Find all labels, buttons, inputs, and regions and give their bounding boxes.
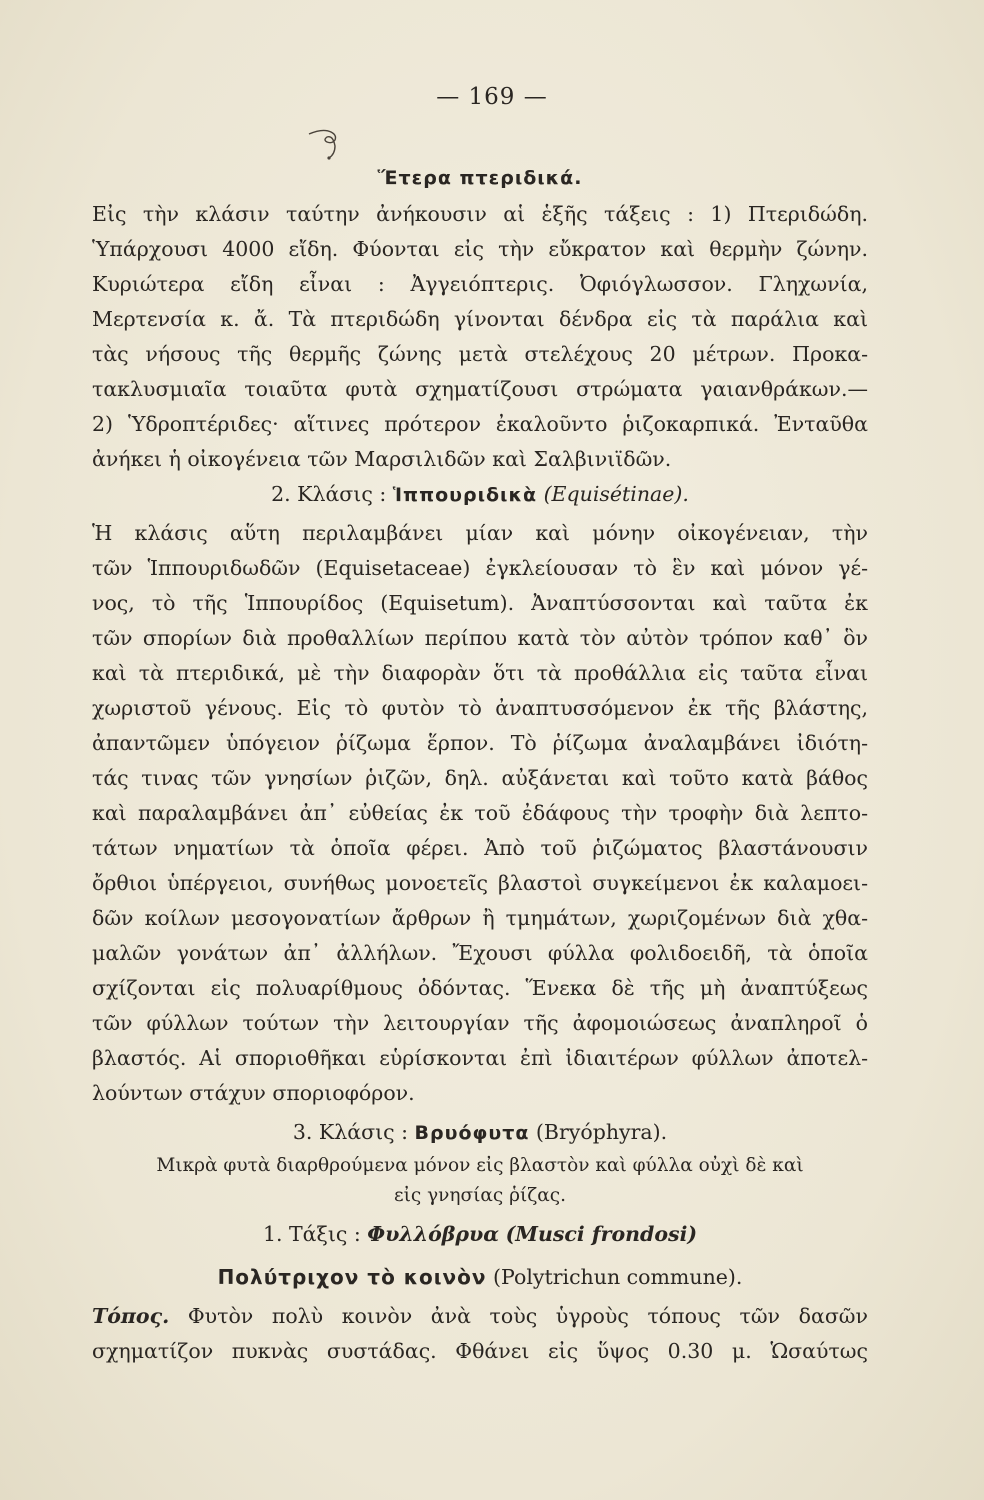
species-name: Πολύτριχον τὸ κοινὸν xyxy=(217,1265,487,1289)
text-line: χωριστοῦ γένους. Εἰς τὸ φυτὸν τὸ ἀναπτυσσόμενον ἐκ τῆς βλάστης, xyxy=(92,696,868,720)
text-line: τῶν φύλλων τούτων τὴν λειτουργίαν τῆς ἀφομοιώσεως ἀναπληροῖ ὁ xyxy=(92,1011,868,1035)
text-line: Κυριώτερα εἴδη εἶναι : Ἀγγειόπτερις. Ὀφιόγλωσσον. Γληχωνία, xyxy=(92,272,868,296)
text-line: τάτων νηματίων τὰ ὁποῖα φέρει. Ἀπὸ τοῦ ῥιζώματος βλαστάνουσιν xyxy=(92,836,868,860)
text-line: ὄρθιοι ὑπέργειοι, συνήθως μονοετεῖς βλαστοὶ συγκείμενοι ἐκ καλαμοει- xyxy=(92,871,868,895)
text-line: ἀπαντῶμεν ὑπόγειον ῥίζωμα ἕρπον. Τὸ ῥίζωμα ἀναλαμβάνει ἰδιότη- xyxy=(92,731,868,755)
class-latin: (Equisétinae). xyxy=(543,482,689,506)
class-description: Μικρὰ φυτὰ διαρθρούμενα μόνον εἰς βλαστὸν καὶ φύλλα οὐχὶ δὲ καὶ xyxy=(156,1155,804,1176)
text-line: 2) Ὑδροπτέριδες· αἵτινες πρότερον ἐκαλοῦντο ῥιζοκαρπικά. Ἐνταῦθα xyxy=(92,412,868,436)
text-line: Εἰς τὴν κλάσιν ταύτην ἀνήκουσιν αἱ ἑξῆς τάξεις : 1) Πτεριδώδη. xyxy=(92,202,868,226)
species-heading xyxy=(92,1255,868,1299)
order-heading xyxy=(92,1211,868,1255)
text-line: σχίζονται εἰς πολυαρίθμους ὀδόντας. Ἕνεκα δὲ τῆς μὴ ἀναπτύξεως xyxy=(92,976,868,1000)
text-line: τακλυσμιαῖα τοιαῦτα φυτὰ σχηματίζουσι στρώματα γαιανθράκων.— xyxy=(92,377,868,401)
class-latin: (Bryóphyra). xyxy=(535,1120,668,1144)
text-line: μαλῶν γονάτων ἀπ᾽ ἀλλήλων. Ἔχουσι φύλλα φολιδοειδῆ, τὰ ὁποῖα xyxy=(92,941,868,965)
text-line: Ὑπάρχουσι 4000 εἴδη. Φύονται εἰς τὴν εὔκρατον καὶ θερμὴν ζώνην. xyxy=(92,237,868,261)
text-line: νος, τὸ τῆς Ἱππουρίδος (Equisetum). Ἀναπτύσσονται καὶ ταῦτα ἐκ xyxy=(92,591,868,615)
class-name: Ἱππουριδικὰ xyxy=(392,484,538,506)
species-latin: (Polytrichun commune). xyxy=(493,1265,743,1289)
text-line: τὰς νήσους τῆς θερμῆς ζώνης μετὰ στελέχους 20 μέτρων. Προκα- xyxy=(92,342,868,366)
page-text xyxy=(92,160,868,1369)
text-line: Μερτενσία κ. ἄ. Τὰ πτεριδώδη γίνονται δένδρα εἰς τὰ παράλια καὶ xyxy=(92,307,868,331)
class-description: εἰς γνησίας ῥίζας. xyxy=(394,1185,566,1206)
order-latin: (Musci frondosi) xyxy=(505,1222,698,1246)
text-line: καὶ τὰ πτεριδικά, μὲ τὴν διαφορὰν ὅτι τὰ προθάλλια εἰς ταῦτα εἶναι xyxy=(92,661,868,685)
flourish-ornament-icon xyxy=(305,126,349,162)
habitat-text: Φυτὸν πολὺ κοινὸν ἀνὰ τοὺς ὑγροὺς τόπους τῶν δασῶν xyxy=(187,1304,868,1328)
page-number: — 169 — xyxy=(436,84,548,110)
class-prefix: 2. Κλάσις : xyxy=(271,482,387,506)
text-line: λούντων στάχυν σποριοφόρον. xyxy=(92,1081,415,1105)
text-line: τῶν Ἱππουριδωδῶν (Equisetaceae) ἐγκλείουσαν τὸ ἓν καὶ μόνον γέ- xyxy=(92,556,868,580)
text-line: καὶ παραλαμβάνει ἀπ᾽ εὐθείας ἐκ τοῦ ἐδάφους τὴν τροφὴν διὰ λεπτο- xyxy=(92,801,868,825)
text-line: ἀνήκει ἡ οἰκογένεια τῶν Μαρσιλιδῶν καὶ Σαλβινιϊδῶν. xyxy=(92,447,672,471)
class-heading-3 xyxy=(92,1111,868,1151)
text-line: βλαστός. Αἱ σποριοθῆκαι εὑρίσκονται ἐπὶ ἰδιαιτέρων φύλλων ἀποτελ- xyxy=(92,1046,868,1070)
class-name: Βρυόφυτα xyxy=(414,1122,530,1144)
text-line: τῶν σπορίων διὰ προθαλλίων περίπου κατὰ τὸν αὐτὸν τρόπον καθ᾽ ὃν xyxy=(92,626,868,650)
class-prefix: 3. Κλάσις : xyxy=(292,1120,409,1144)
text-line: Ἡ κλάσις αὕτη περιλαμβάνει μίαν καὶ μόνην οἰκογένειαν, τὴν xyxy=(92,521,868,545)
text-line: δῶν κοίλων μεσογονατίων ἄρθρων ἢ τμημάτων, χωριζομένων διὰ χθα- xyxy=(92,906,868,930)
habitat-line xyxy=(92,1299,868,1334)
class-heading-2 xyxy=(92,477,868,516)
text-line: σχηματίζον πυκνὰς συστάδας. Φθάνει εἰς ὕψος 0.30 μ. Ὡσαύτως xyxy=(92,1339,868,1363)
section-heading: Ἕτερα πτεριδικά. xyxy=(377,167,583,189)
order-name: Φυλλόβρυα xyxy=(367,1222,500,1246)
text-line: τάς τινας τῶν γνησίων ῥιζῶν, δηλ. αὐξάνεται καὶ τοῦτο κατὰ βάθος xyxy=(92,766,868,790)
habitat-label: Τόπος. xyxy=(92,1304,170,1328)
order-prefix: 1. Τάξις : xyxy=(262,1222,361,1246)
